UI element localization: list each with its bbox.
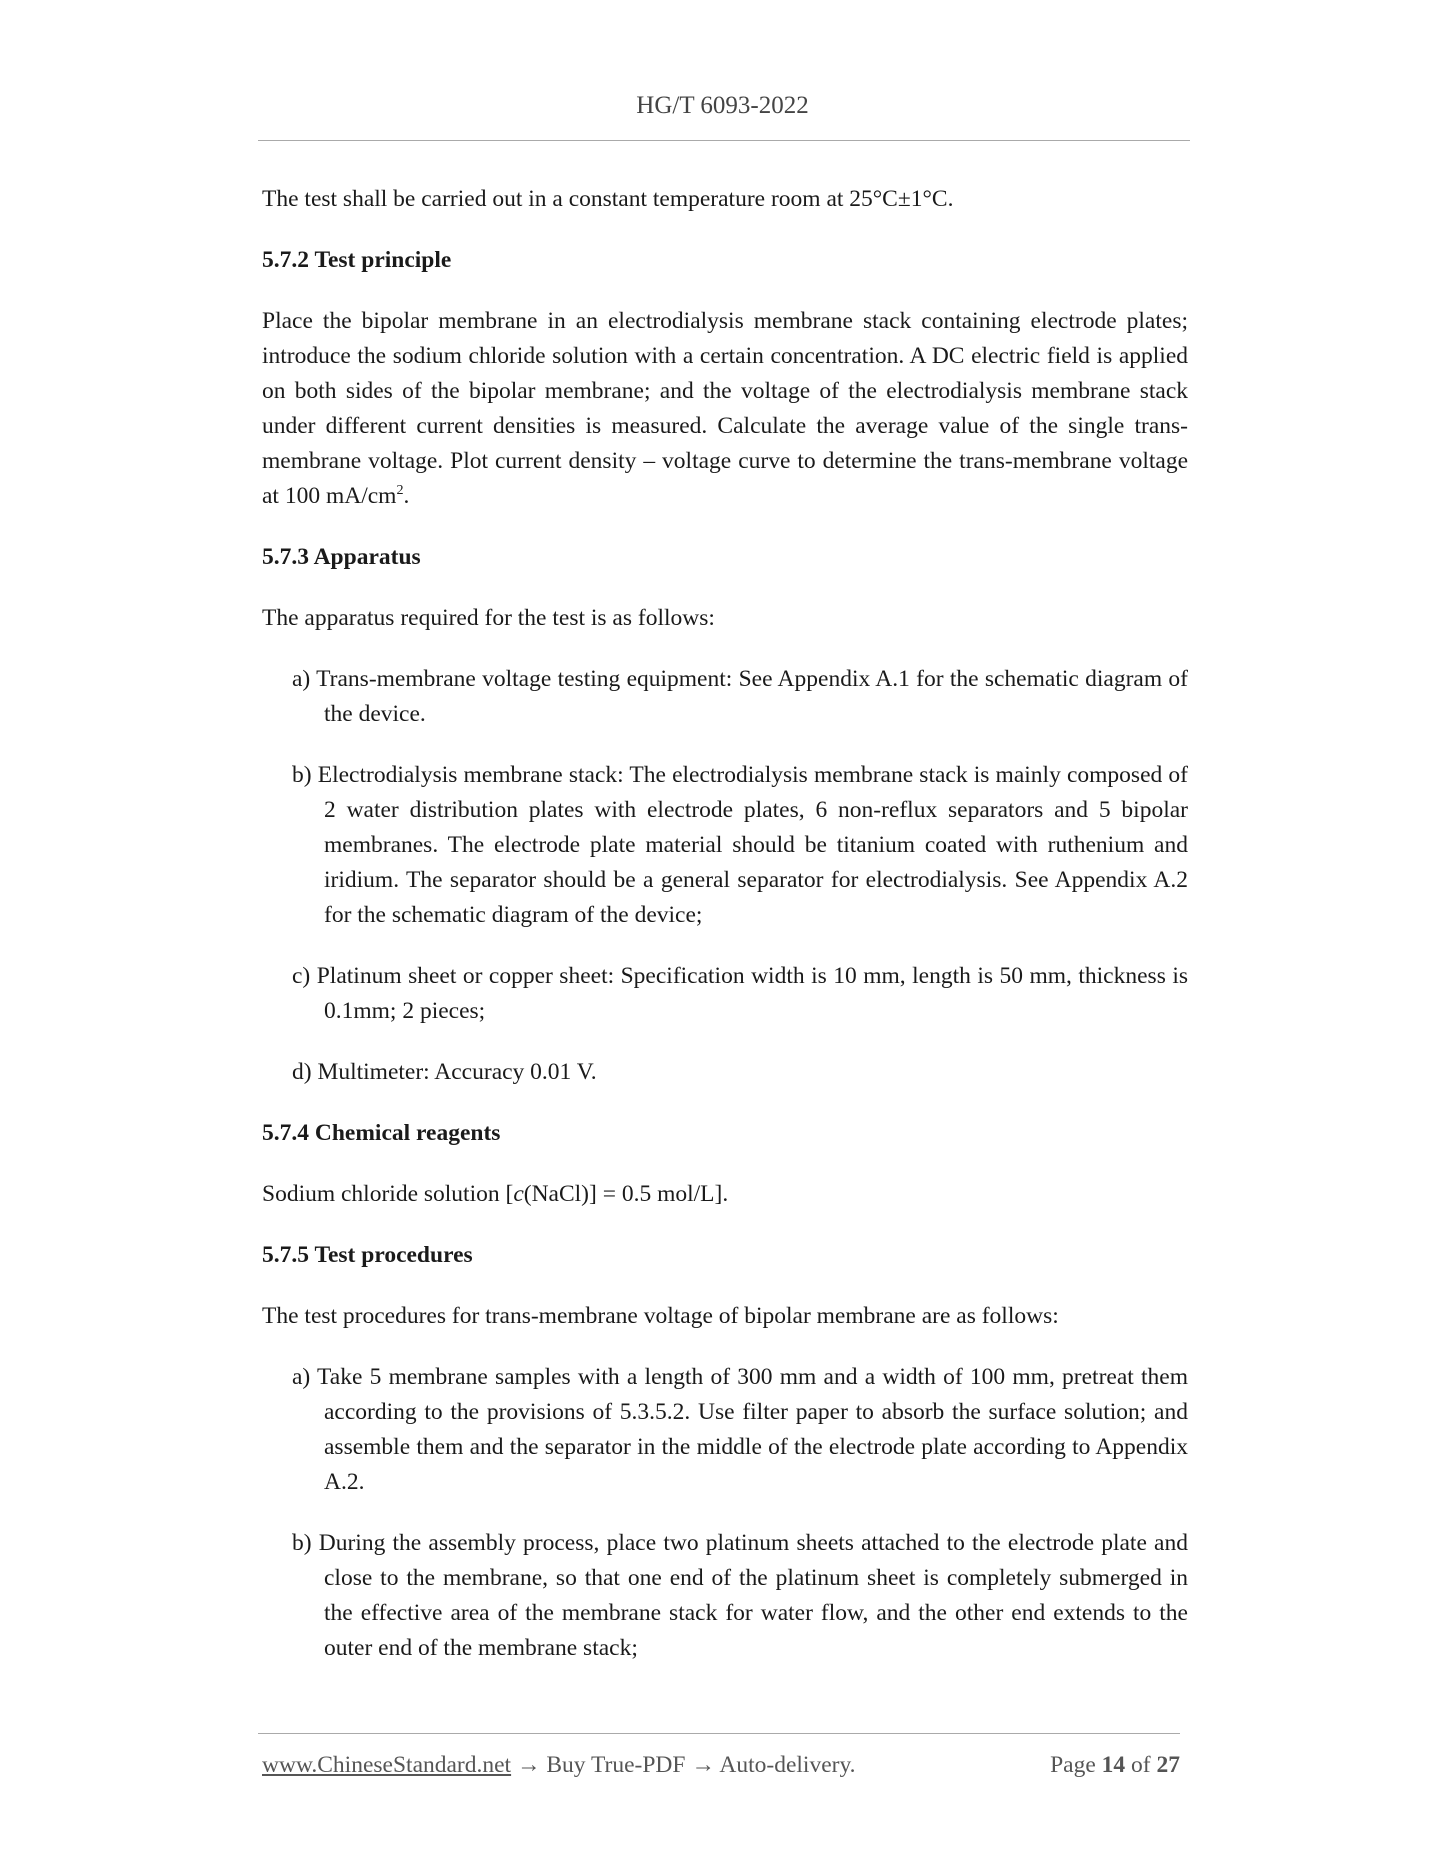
footer-divider xyxy=(258,1733,1180,1734)
section-heading-5-7-5: 5.7.5 Test procedures xyxy=(262,1242,473,1268)
superscript-2: 2 xyxy=(396,482,404,499)
page-header: HG/T 6093-2022 xyxy=(636,92,809,119)
section-heading-5-7-4: 5.7.4 Chemical reagents xyxy=(262,1120,501,1146)
intro-paragraph: The test shall be carried out in a constant temperature room at 25°C±1°C. xyxy=(262,186,954,212)
apparatus-intro: The apparatus required for the test is as follows: xyxy=(262,605,715,631)
apparatus-item-a: a) Trans-membrane voltage testing equipment: See Appendix A.1 for the schematic diagram of the device. xyxy=(292,666,1188,727)
reagent-text-b: (NaCl)] = 0.5 mol/L]. xyxy=(523,1181,729,1207)
principle-text: Place the bipolar membrane in an electrodialysis membrane stack containing electrode plates; introduce the sodium chloride solution with a certain concentration. A DC electric field is applied on both sides of the bipolar membrane; and the voltage of the electrodialysis membrane stack under different current densities is measured. Calculate the average value of the single trans-membrane voltage. Plot current density – voltage curve to determine the trans-membrane voltage at 100 mA/cm xyxy=(262,308,1188,509)
page-number xyxy=(1050,1752,1180,1779)
website-link[interactable]: www.ChineseStandard.net xyxy=(262,1752,512,1778)
total-pages: 27 xyxy=(1156,1752,1180,1778)
procedures-intro: The test procedures for trans-membrane voltage of bipolar membrane are as follows: xyxy=(262,1303,1059,1329)
footer-tagline: → Buy True-PDF → Auto-delivery. xyxy=(511,1752,856,1778)
procedure-item-b: b) During the assembly process, place two platinum sheets attached to the electrode plate and close to the membrane, so that one end of the platinum sheet is completely submerged in the effective area of the membrane stack for water flow, and the other end extends to the outer end of the membrane stack; xyxy=(292,1530,1188,1661)
principle-paragraph xyxy=(262,304,1188,514)
document-body xyxy=(262,182,1188,1692)
principle-end: . xyxy=(403,483,410,509)
apparatus-item-b: b) Electrodialysis membrane stack: The electrodialysis membrane stack is mainly composed of 2 water distribution plates with electrode plates, 6 non-reflux separators and 5 bipolar membranes. The electrode plate material should be titanium coated with ruthenium and iridium. The separator should be a general separator for electrodialysis. See Appendix A.2 for the schematic diagram of the device; xyxy=(292,762,1188,928)
section-heading-5-7-2: 5.7.2 Test principle xyxy=(262,247,452,273)
page-label: Page xyxy=(1050,1752,1096,1778)
footer-left xyxy=(262,1752,856,1779)
of-label: of xyxy=(1131,1752,1151,1778)
apparatus-item-c: c) Platinum sheet or copper sheet: Specification width is 10 mm, length is 50 mm, thickness is 0.1mm; 2 pieces; xyxy=(292,963,1188,1024)
reagent-text-a: Sodium chloride solution [ xyxy=(262,1181,514,1207)
section-heading-5-7-3: 5.7.3 Apparatus xyxy=(262,544,421,570)
header-divider xyxy=(258,140,1190,141)
reagent-italic-c: c xyxy=(513,1181,524,1207)
procedure-item-a: a) Take 5 membrane samples with a length of 300 mm and a width of 100 mm, pretreat them according to the provisions of 5.3.5.2. Use filter paper to absorb the surface solution; and assemble them and the separator in the middle of the electrode plate according to Appendix A.2. xyxy=(292,1364,1188,1495)
reagent-paragraph xyxy=(262,1177,1188,1212)
apparatus-item-d: d) Multimeter: Accuracy 0.01 V. xyxy=(292,1059,597,1085)
current-page: 14 xyxy=(1101,1752,1126,1778)
